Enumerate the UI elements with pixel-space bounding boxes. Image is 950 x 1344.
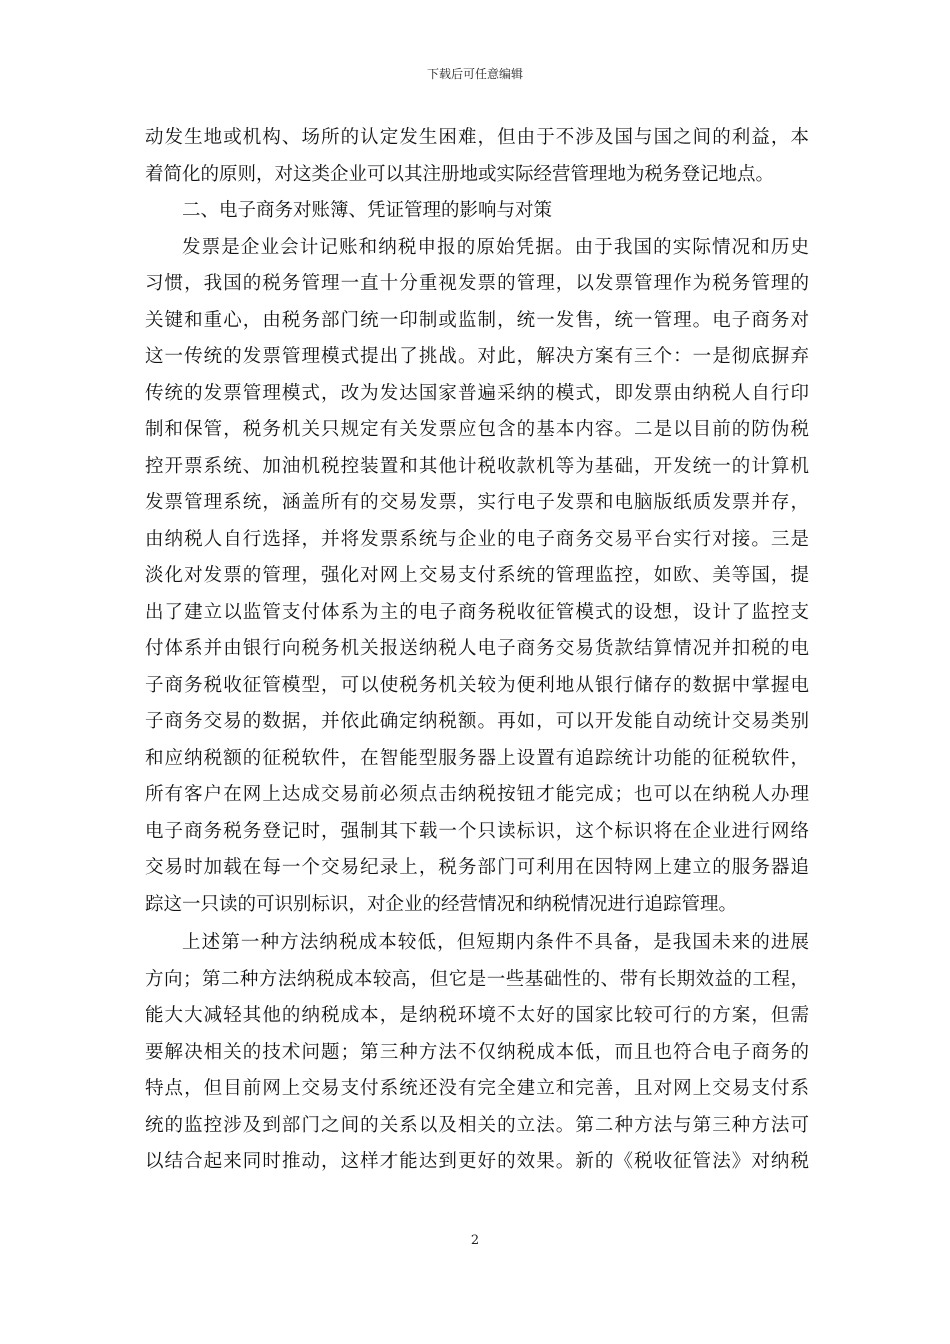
document-body bbox=[145, 120, 809, 1181]
text-line: 踪这一只读的可识别标识，对企业的经营情况和纳税情况进行追踪管理。 bbox=[145, 893, 738, 915]
text-line: 发票管理系统，涵盖所有的交易发票，实行电子发票和电脑版纸质发票并存， bbox=[145, 492, 809, 513]
text-line: 习惯，我国的税务管理一直十分重视发票的管理，以发票管理作为税务管理的 bbox=[145, 273, 809, 294]
text-line: 着简化的原则，对这类企业可以其注册地或实际经营管理地为税务登记地点。 bbox=[145, 163, 775, 185]
text-line: 由纳税人自行选择，并将发票系统与企业的电子商务交易平台实行对接。三是 bbox=[145, 528, 809, 550]
text-line: 特点，但目前网上交易支付系统还没有完全建立和完善，且对网上交易支付系 bbox=[145, 1078, 809, 1099]
section-heading: 二、电子商务对账簿、凭证管理的影响与对策 bbox=[182, 200, 553, 221]
text-line: 所有客户在网上达成交易前必须点击纳税按钮才能完成；也可以在纳税人办理 bbox=[145, 784, 809, 805]
text-line: 淡化对发票的管理，强化对网上交易支付系统的管理监控，如欧、美等国，提 bbox=[145, 565, 809, 586]
text-line: 方向；第二种方法纳税成本较高，但它是一些基础性的、带有长期效益的工程， bbox=[145, 968, 809, 990]
text-line: 这一传统的发票管理模式提出了挑战。对此，解决方案有三个：一是彻底摒弃 bbox=[145, 346, 809, 367]
page-header: 下载后可任意编辑 bbox=[426, 67, 523, 81]
text-line: 控开票系统、加油机税控装置和其他计税收款机等为基础，开发统一的计算机 bbox=[145, 455, 809, 477]
text-line: 出了建立以监管支付体系为主的电子商务税收征管模式的设想，设计了监控支 bbox=[145, 601, 809, 623]
text-line: 要解决相关的技术问题；第三种方法不仅纳税成本低，而且也符合电子商务的 bbox=[145, 1041, 809, 1063]
text-line: 传统的发票管理模式，改为发达国家普遍采纳的模式，即发票由纳税人自行印 bbox=[145, 382, 809, 404]
text-line: 付体系并由银行向税务机关报送纳税人电子商务交易货款结算情况并扣税的电 bbox=[145, 638, 809, 659]
text-line: 制和保管，税务机关只规定有关发票应包含的基本内容。二是以目前的防伪税 bbox=[145, 419, 809, 440]
text-line: 和应纳税额的征税软件，在智能型服务器上设置有追踪统计功能的征税软件， bbox=[145, 747, 809, 769]
text-line: 子商务税收征管模型，可以使税务机关较为便利地从银行储存的数据中掌握电 bbox=[145, 674, 809, 696]
text-line: 发票是企业会计记账和纳税申报的原始凭据。由于我国的实际情况和历史 bbox=[182, 236, 809, 258]
text-line: 以结合起来同时推动，这样才能达到更好的效果。新的《税收征管法》对纳税 bbox=[145, 1151, 809, 1172]
text-line: 电子商务税务登记时，强制其下载一个只读标识，这个标识将在企业进行网络 bbox=[145, 820, 809, 842]
text-line: 统的监控涉及到部门之间的关系以及相关的立法。第二种方法与第三种方法可 bbox=[145, 1114, 809, 1136]
text-line: 子商务交易的数据，并依此确定纳税额。再如，可以开发能自动统计交易类别 bbox=[145, 711, 809, 732]
page-number: 2 bbox=[470, 1233, 480, 1248]
text-line: 上述第一种方法纳税成本较低，但短期内条件不具备，是我国未来的进展 bbox=[182, 932, 809, 953]
text-line: 能大大减轻其他的纳税成本，是纳税环境不太好的国家比较可行的方案，但需 bbox=[145, 1005, 809, 1026]
text-line: 关键和重心，由税务部门统一印制或监制，统一发售，统一管理。电子商务对 bbox=[145, 309, 809, 331]
text-line: 交易时加载在每一个交易纪录上，税务部门可利用在因特网上建立的服务器追 bbox=[145, 857, 809, 878]
text-line: 动发生地或机构、场所的认定发生困难，但由于不涉及国与国之间的利益，本 bbox=[145, 127, 809, 148]
